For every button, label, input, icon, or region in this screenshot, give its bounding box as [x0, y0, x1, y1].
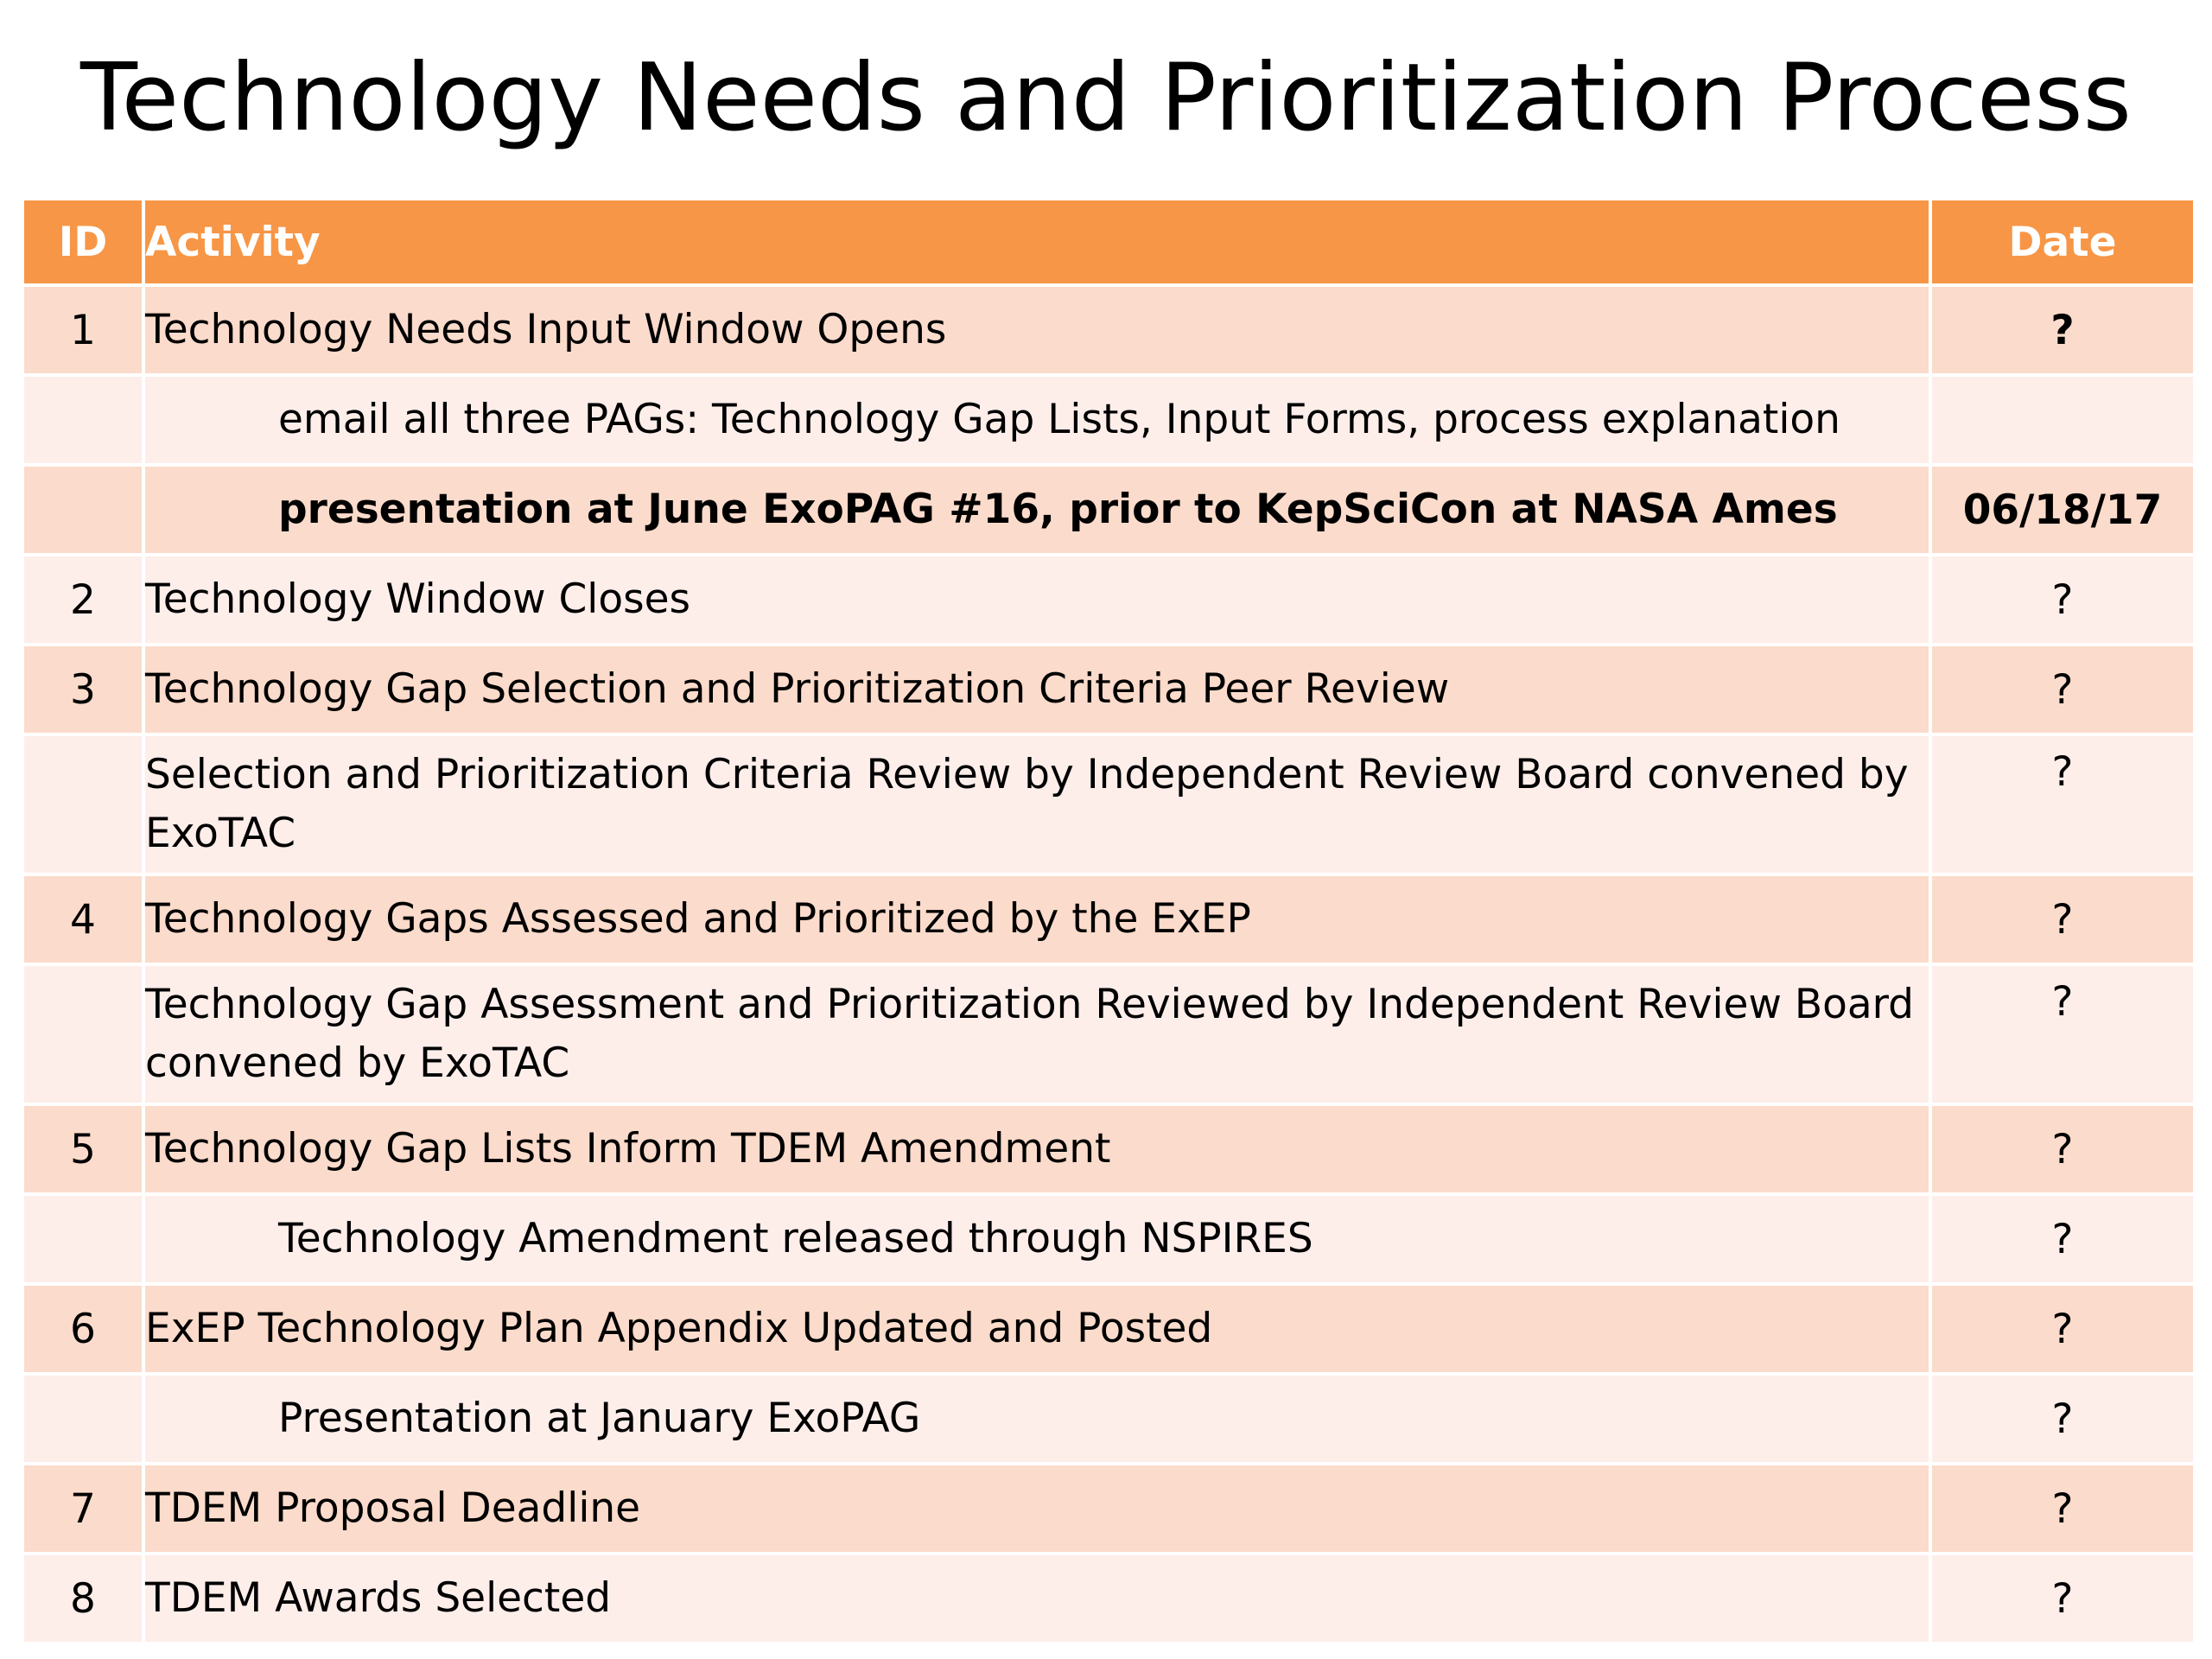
row-id: [22, 734, 143, 874]
row-activity: TDEM Awards Selected: [143, 1554, 1930, 1643]
row-id: 2: [22, 555, 143, 645]
table-row: [22, 1374, 2195, 1464]
header-activity: Activity: [143, 199, 1930, 285]
table-row: [22, 555, 2195, 645]
row-activity: Technology Needs Input Window Opens: [143, 285, 1930, 375]
row-date: ?: [1930, 874, 2195, 964]
row-activity: Technology Gap Selection and Prioritization Criteria Peer Review: [143, 645, 1930, 734]
row-date: ?: [1930, 1194, 2195, 1284]
row-date: ?: [1930, 964, 2195, 1104]
header-id: ID: [22, 199, 143, 285]
row-id: 7: [22, 1464, 143, 1554]
row-date: ?: [1930, 1374, 2195, 1464]
table-row: [22, 285, 2195, 375]
table-row: [22, 645, 2195, 734]
table-row: [22, 1554, 2195, 1643]
row-date: ?: [1930, 555, 2195, 645]
table-row: [22, 874, 2195, 964]
schedule-table: [21, 197, 2196, 1645]
row-date: ?: [1930, 1464, 2195, 1554]
row-id: [22, 375, 143, 465]
row-activity: Technology Amendment released through NSPIRES: [143, 1194, 1930, 1284]
row-id: 8: [22, 1554, 143, 1643]
row-activity: Presentation at January ExoPAG: [143, 1374, 1930, 1464]
row-activity: Technology Window Closes: [143, 555, 1930, 645]
row-activity: email all three PAGs: Technology Gap Lists, Input Forms, process explanation: [143, 375, 1930, 465]
page-title: Technology Needs and Prioritization Process: [80, 43, 2132, 152]
row-id: [22, 465, 143, 555]
row-date: ?: [1930, 1104, 2195, 1194]
table-header-row: [22, 199, 2195, 285]
row-id: [22, 964, 143, 1104]
table-row: [22, 1464, 2195, 1554]
row-activity: presentation at June ExoPAG #16, prior to KepSciCon at NASA Ames: [143, 465, 1930, 555]
row-date: ?: [1930, 285, 2195, 375]
row-activity: Technology Gap Lists Inform TDEM Amendment: [143, 1104, 1930, 1194]
row-activity: TDEM Proposal Deadline: [143, 1464, 1930, 1554]
row-activity: Technology Gap Assessment and Prioritization Reviewed by Independent Review Board convened by ExoTAC: [143, 964, 1930, 1104]
row-date: [1930, 375, 2195, 465]
table-row: [22, 1104, 2195, 1194]
row-date: ?: [1930, 1554, 2195, 1643]
table-row: [22, 465, 2195, 555]
table-row: [22, 1284, 2195, 1374]
row-id: 4: [22, 874, 143, 964]
row-activity: Selection and Prioritization Criteria Review by Independent Review Board convened by ExoTAC: [143, 734, 1930, 874]
table-row: [22, 964, 2195, 1104]
table-row: [22, 375, 2195, 465]
row-date: ?: [1930, 734, 2195, 874]
row-date: ?: [1930, 645, 2195, 734]
row-activity: Technology Gaps Assessed and Prioritized by the ExEP: [143, 874, 1930, 964]
header-date: Date: [1930, 199, 2195, 285]
row-id: 1: [22, 285, 143, 375]
table-row: [22, 1194, 2195, 1284]
row-id: 3: [22, 645, 143, 734]
row-activity: ExEP Technology Plan Appendix Updated and Posted: [143, 1284, 1930, 1374]
table-row: [22, 734, 2195, 874]
row-date: ?: [1930, 1284, 2195, 1374]
row-id: 6: [22, 1284, 143, 1374]
row-id: [22, 1194, 143, 1284]
row-date: 06/18/17: [1930, 465, 2195, 555]
row-id: 5: [22, 1104, 143, 1194]
row-id: [22, 1374, 143, 1464]
